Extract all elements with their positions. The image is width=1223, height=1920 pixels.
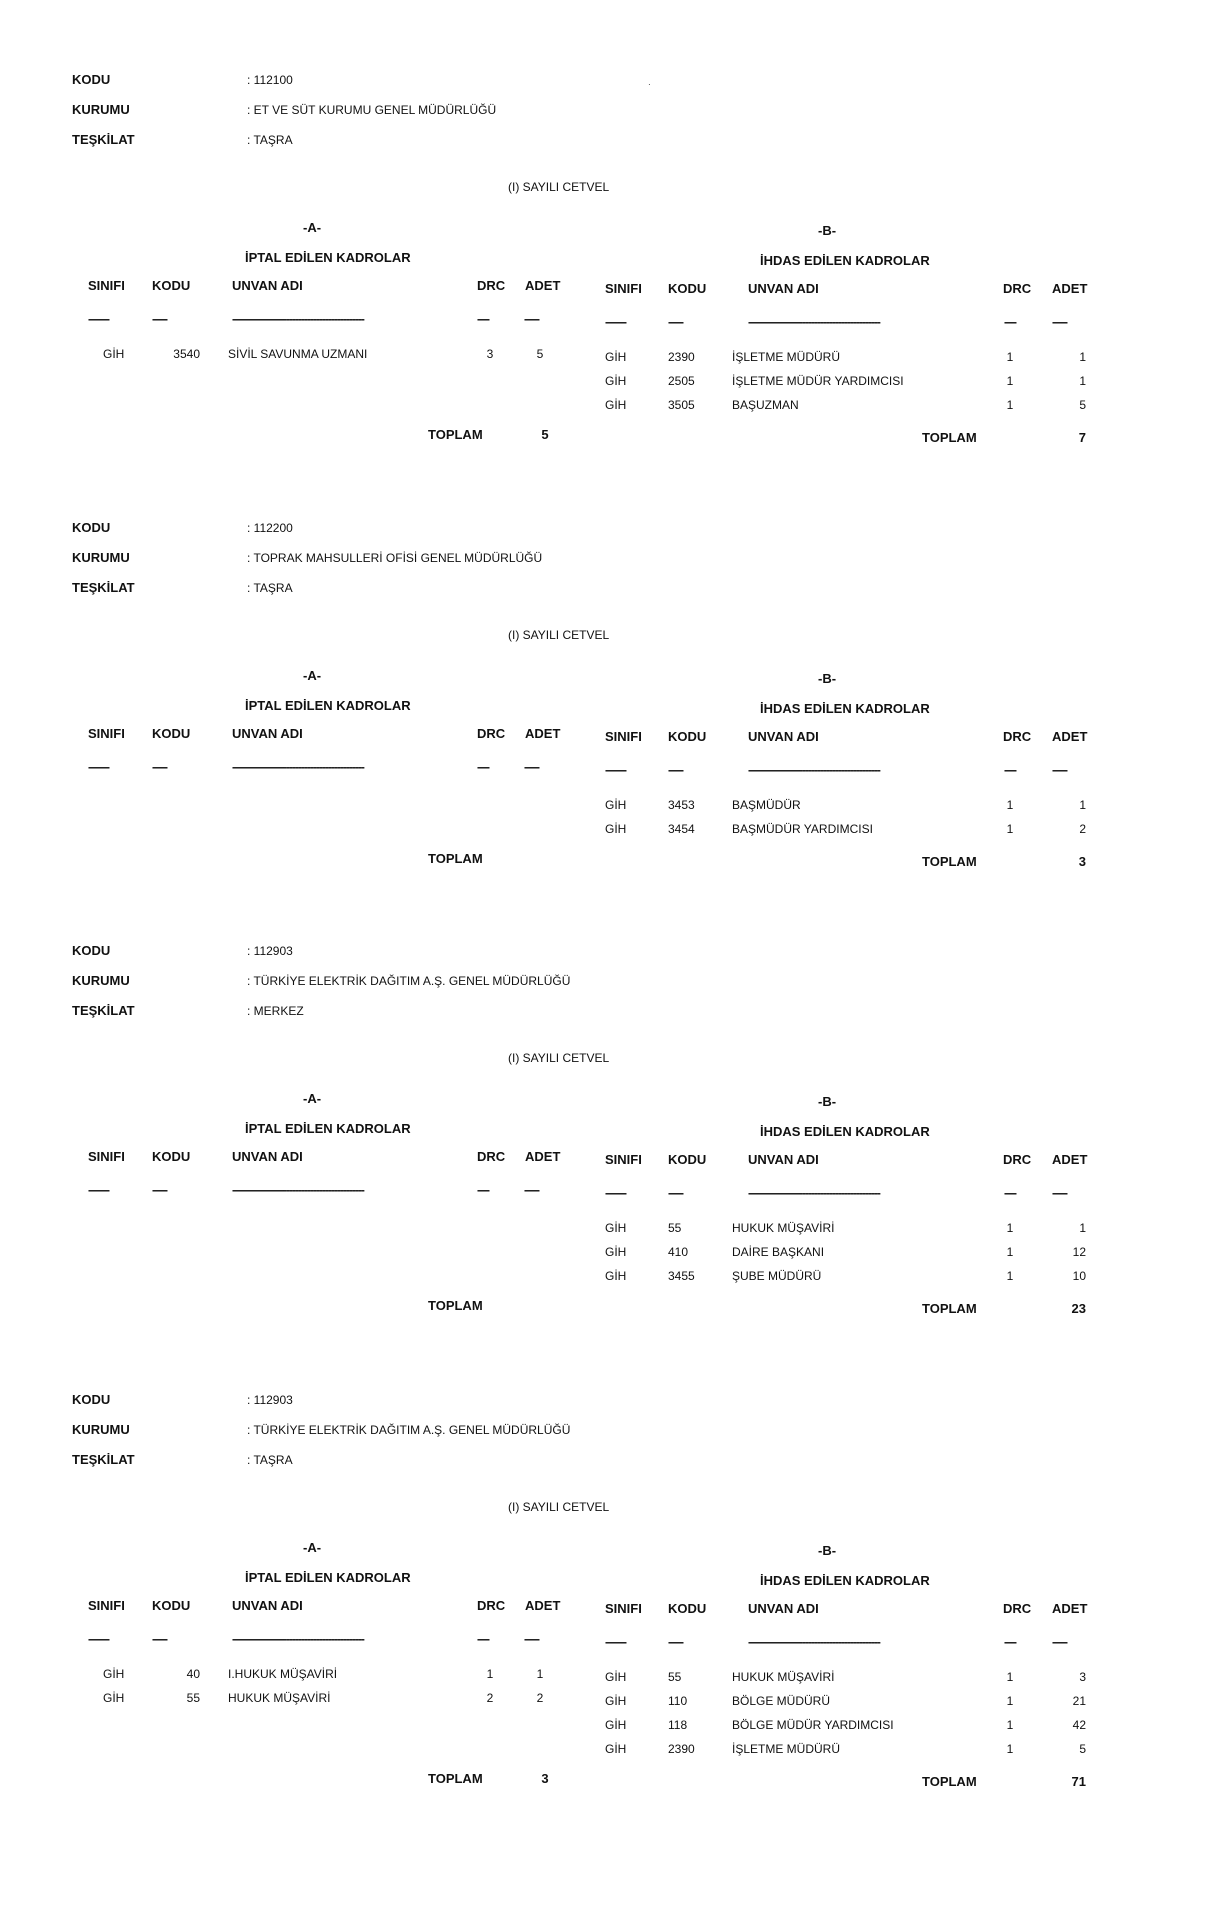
ihdas-row-kodu: 2390 bbox=[668, 1742, 695, 1756]
ihdas-row-drc: 1 bbox=[1006, 1245, 1014, 1259]
iptal-row-adet: 2 bbox=[536, 1691, 544, 1705]
cetvel-title: (I) SAYILI CETVEL bbox=[508, 1500, 610, 1514]
iptal-row-drc: 3 bbox=[486, 347, 494, 361]
kurumu-label: KURUMU bbox=[72, 973, 130, 988]
ihdas-row-kodu: 3455 bbox=[668, 1269, 695, 1283]
ihdas-row-kodu: 55 bbox=[668, 1670, 682, 1684]
dash-b-adet: ----- bbox=[1052, 315, 1067, 329]
col-a-adet: ADET bbox=[525, 726, 561, 741]
col-b-adet: ADET bbox=[1052, 1152, 1088, 1167]
ihdas-row-sinifi: GİH bbox=[605, 1670, 627, 1684]
ihdas-row-drc: 1 bbox=[1006, 822, 1014, 836]
col-a-unvan: UNVAN ADI bbox=[232, 1598, 303, 1613]
ihdas-row-unvan: İŞLETME MÜDÜRÜ bbox=[732, 350, 841, 364]
ihdas-row-unvan: ŞUBE MÜDÜRÜ bbox=[732, 1269, 822, 1283]
dash-a-adet: ----- bbox=[524, 312, 539, 326]
dash-a-unvan: -------------------------------------------- bbox=[232, 760, 364, 774]
col-b-adet: ADET bbox=[1052, 281, 1088, 296]
ihdas-row-adet: 2 bbox=[1079, 822, 1086, 836]
ihdas-row-drc: 1 bbox=[1006, 1694, 1014, 1708]
ihdas-row-adet: 1 bbox=[1079, 798, 1086, 812]
ihdas-row-unvan: HUKUK MÜŞAVİRİ bbox=[732, 1221, 835, 1235]
ihdas-row-adet: 10 bbox=[1072, 1269, 1086, 1283]
ihdas-row-adet: 1 bbox=[1079, 1221, 1086, 1235]
kodu-label: KODU bbox=[72, 520, 111, 535]
kurumu-value: : ET VE SÜT KURUMU GENEL MÜDÜRLÜĞÜ bbox=[247, 103, 497, 117]
ihdas-row-kodu: 3505 bbox=[668, 398, 695, 412]
ihdas-toplam-value: 23 bbox=[1071, 1301, 1086, 1316]
kodu-value: : 112903 bbox=[247, 944, 293, 958]
dash-b-unvan: -------------------------------------------- bbox=[748, 763, 880, 777]
iptal-toplam-label: TOPLAM bbox=[428, 1771, 483, 1786]
teskilat-value: : TAŞRA bbox=[247, 581, 293, 595]
ihdas-row-sinifi: GİH bbox=[605, 1694, 627, 1708]
col-b-sinifi: SINIFI bbox=[605, 281, 642, 296]
kurumu-value: : TÜRKİYE ELEKTRİK DAĞITIM A.Ş. GENEL MÜDÜRLÜĞÜ bbox=[247, 974, 571, 988]
dash-a-drc: ---- bbox=[477, 312, 489, 326]
dash-b-sinifi: ------- bbox=[605, 1635, 626, 1649]
col-a-sinifi: SINIFI bbox=[88, 1598, 125, 1613]
ihdas-row-adet: 5 bbox=[1079, 398, 1086, 412]
ihdas-row-sinifi: GİH bbox=[605, 1718, 627, 1732]
col-a-drc: DRC bbox=[477, 726, 506, 741]
col-b-sinifi: SINIFI bbox=[605, 1152, 642, 1167]
side-b-title: İHDAS EDİLEN KADROLAR bbox=[760, 1573, 930, 1588]
ihdas-toplam-value: 71 bbox=[1071, 1774, 1086, 1789]
iptal-row-kodu: 55 bbox=[186, 1691, 200, 1705]
dash-a-adet: ----- bbox=[524, 1632, 539, 1646]
teskilat-label: TEŞKİLAT bbox=[72, 1452, 135, 1467]
col-b-unvan: UNVAN ADI bbox=[748, 1152, 819, 1167]
dash-b-unvan: -------------------------------------------- bbox=[748, 1635, 880, 1649]
dash-a-unvan: -------------------------------------------- bbox=[232, 312, 364, 326]
col-b-drc: DRC bbox=[1003, 729, 1032, 744]
iptal-row-adet: 5 bbox=[536, 347, 544, 361]
dash-b-drc: ---- bbox=[1004, 763, 1016, 777]
dash-a-unvan: -------------------------------------------- bbox=[232, 1183, 364, 1197]
dash-a-kodu: ----- bbox=[152, 1632, 167, 1646]
ihdas-row-sinifi: GİH bbox=[605, 798, 627, 812]
ihdas-row-sinifi: GİH bbox=[605, 1245, 627, 1259]
dash-b-kodu: ----- bbox=[668, 1635, 683, 1649]
side-b-letter: -B- bbox=[818, 1543, 837, 1558]
side-a-letter: -A- bbox=[303, 668, 322, 683]
col-b-drc: DRC bbox=[1003, 281, 1032, 296]
ihdas-row-unvan: BAŞMÜDÜR bbox=[732, 798, 801, 812]
kurumu-value: : TÜRKİYE ELEKTRİK DAĞITIM A.Ş. GENEL MÜDÜRLÜĞÜ bbox=[247, 1423, 571, 1437]
ihdas-row-unvan: BÖLGE MÜDÜR YARDIMCISI bbox=[732, 1718, 894, 1732]
cetvel-title: (I) SAYILI CETVEL bbox=[508, 180, 610, 194]
col-a-sinifi: SINIFI bbox=[88, 1149, 125, 1164]
col-b-sinifi: SINIFI bbox=[605, 729, 642, 744]
dash-b-sinifi: ------- bbox=[605, 1186, 626, 1200]
side-b-letter: -B- bbox=[818, 671, 837, 686]
dash-b-drc: ---- bbox=[1004, 1186, 1016, 1200]
ihdas-row-adet: 42 bbox=[1072, 1718, 1086, 1732]
ihdas-row-adet: 3 bbox=[1079, 1670, 1086, 1684]
dash-b-drc: ---- bbox=[1004, 1635, 1016, 1649]
iptal-row-unvan: I.HUKUK MÜŞAVİRİ bbox=[228, 1667, 338, 1681]
ihdas-row-kodu: 2390 bbox=[668, 350, 695, 364]
iptal-row-kodu: 3540 bbox=[173, 347, 200, 361]
col-b-drc: DRC bbox=[1003, 1152, 1032, 1167]
ihdas-row-unvan: BAŞUZMAN bbox=[732, 398, 799, 412]
col-b-kodu: KODU bbox=[668, 729, 707, 744]
ihdas-row-kodu: 410 bbox=[668, 1245, 689, 1259]
ihdas-row-sinifi: GİH bbox=[605, 822, 627, 836]
side-a-letter: -A- bbox=[303, 1091, 322, 1106]
col-a-kodu: KODU bbox=[152, 726, 191, 741]
kodu-value: : 112200 bbox=[247, 521, 293, 535]
side-b-title: İHDAS EDİLEN KADROLAR bbox=[760, 253, 930, 268]
ihdas-row-unvan: BAŞMÜDÜR YARDIMCISI bbox=[732, 822, 873, 836]
dash-a-kodu: ----- bbox=[152, 1183, 167, 1197]
dash-b-sinifi: ------- bbox=[605, 763, 626, 777]
cetvel-title: (I) SAYILI CETVEL bbox=[508, 1051, 610, 1065]
dash-a-kodu: ----- bbox=[152, 760, 167, 774]
iptal-toplam-label: TOPLAM bbox=[428, 851, 483, 866]
ihdas-row-drc: 1 bbox=[1006, 1269, 1014, 1283]
col-b-kodu: KODU bbox=[668, 1152, 707, 1167]
col-a-kodu: KODU bbox=[152, 1598, 191, 1613]
col-b-kodu: KODU bbox=[668, 1601, 707, 1616]
ihdas-row-unvan: BÖLGE MÜDÜRÜ bbox=[732, 1694, 831, 1708]
iptal-toplam-value: 5 bbox=[541, 427, 549, 442]
ihdas-row-adet: 1 bbox=[1079, 350, 1086, 364]
ihdas-row-unvan: DAİRE BAŞKANI bbox=[732, 1245, 825, 1259]
ihdas-row-drc: 1 bbox=[1006, 350, 1014, 364]
ihdas-row-kodu: 2505 bbox=[668, 374, 695, 388]
teskilat-label: TEŞKİLAT bbox=[72, 1003, 135, 1018]
stray-mark: · bbox=[648, 80, 651, 89]
ihdas-row-drc: 1 bbox=[1006, 1221, 1014, 1235]
col-a-unvan: UNVAN ADI bbox=[232, 726, 303, 741]
ihdas-row-drc: 1 bbox=[1006, 798, 1014, 812]
ihdas-row-sinifi: GİH bbox=[605, 374, 627, 388]
iptal-toplam-value: 3 bbox=[541, 1771, 549, 1786]
teskilat-label: TEŞKİLAT bbox=[72, 580, 135, 595]
col-a-sinifi: SINIFI bbox=[88, 278, 125, 293]
ihdas-toplam-label: TOPLAM bbox=[922, 1301, 977, 1316]
dash-a-kodu: ----- bbox=[152, 312, 167, 326]
dash-b-kodu: ----- bbox=[668, 1186, 683, 1200]
kodu-label: KODU bbox=[72, 943, 111, 958]
kurumu-label: KURUMU bbox=[72, 1422, 130, 1437]
ihdas-toplam-label: TOPLAM bbox=[922, 854, 977, 869]
iptal-row-unvan: HUKUK MÜŞAVİRİ bbox=[228, 1691, 331, 1705]
col-a-adet: ADET bbox=[525, 278, 561, 293]
iptal-row-sinifi: GİH bbox=[103, 347, 125, 361]
dash-a-sinifi: ------- bbox=[88, 1632, 109, 1646]
ihdas-row-sinifi: GİH bbox=[605, 1742, 627, 1756]
dash-a-drc: ---- bbox=[477, 1183, 489, 1197]
teskilat-value: : MERKEZ bbox=[247, 1004, 304, 1018]
dash-a-drc: ---- bbox=[477, 1632, 489, 1646]
dash-b-adet: ----- bbox=[1052, 1186, 1067, 1200]
iptal-row-adet: 1 bbox=[536, 1667, 544, 1681]
ihdas-row-sinifi: GİH bbox=[605, 398, 627, 412]
ihdas-row-adet: 12 bbox=[1072, 1245, 1086, 1259]
ihdas-row-adet: 21 bbox=[1072, 1694, 1086, 1708]
dash-a-adet: ----- bbox=[524, 760, 539, 774]
col-b-adet: ADET bbox=[1052, 729, 1088, 744]
col-b-drc: DRC bbox=[1003, 1601, 1032, 1616]
ihdas-toplam-label: TOPLAM bbox=[922, 1774, 977, 1789]
ihdas-row-adet: 5 bbox=[1079, 1742, 1086, 1756]
iptal-row-sinifi: GİH bbox=[103, 1667, 125, 1681]
ihdas-row-kodu: 118 bbox=[668, 1718, 688, 1732]
dash-a-sinifi: ------- bbox=[88, 312, 109, 326]
col-b-adet: ADET bbox=[1052, 1601, 1088, 1616]
kodu-label: KODU bbox=[72, 1392, 111, 1407]
ihdas-row-drc: 1 bbox=[1006, 1718, 1014, 1732]
col-a-unvan: UNVAN ADI bbox=[232, 1149, 303, 1164]
col-a-sinifi: SINIFI bbox=[88, 726, 125, 741]
dash-b-kodu: ----- bbox=[668, 763, 683, 777]
dash-a-drc: ---- bbox=[477, 760, 489, 774]
ihdas-row-unvan: HUKUK MÜŞAVİRİ bbox=[732, 1670, 835, 1684]
dash-a-sinifi: ------- bbox=[88, 760, 109, 774]
iptal-row-unvan: SİVİL SAVUNMA UZMANI bbox=[228, 347, 368, 361]
ihdas-toplam-value: 7 bbox=[1078, 430, 1086, 445]
ihdas-row-drc: 1 bbox=[1006, 1742, 1014, 1756]
ihdas-row-unvan: İŞLETME MÜDÜR YARDIMCISI bbox=[732, 374, 904, 388]
teskilat-value: : TAŞRA bbox=[247, 133, 293, 147]
side-a-title: İPTAL EDİLEN KADROLAR bbox=[245, 250, 411, 265]
side-b-letter: -B- bbox=[818, 223, 837, 238]
kodu-value: : 112903 bbox=[247, 1393, 293, 1407]
col-a-drc: DRC bbox=[477, 278, 506, 293]
col-b-sinifi: SINIFI bbox=[605, 1601, 642, 1616]
col-b-unvan: UNVAN ADI bbox=[748, 729, 819, 744]
col-a-adet: ADET bbox=[525, 1598, 561, 1613]
ihdas-row-kodu: 3454 bbox=[668, 822, 695, 836]
side-a-title: İPTAL EDİLEN KADROLAR bbox=[245, 698, 411, 713]
side-a-letter: -A- bbox=[303, 220, 322, 235]
ihdas-row-sinifi: GİH bbox=[605, 1221, 627, 1235]
ihdas-row-kodu: 55 bbox=[668, 1221, 682, 1235]
dash-b-unvan: -------------------------------------------- bbox=[748, 315, 880, 329]
dash-a-adet: ----- bbox=[524, 1183, 539, 1197]
ihdas-row-drc: 1 bbox=[1006, 1670, 1014, 1684]
col-a-drc: DRC bbox=[477, 1149, 506, 1164]
col-b-kodu: KODU bbox=[668, 281, 707, 296]
kurumu-value: : TOPRAK MAHSULLERİ OFİSİ GENEL MÜDÜRLÜĞÜ bbox=[247, 551, 543, 565]
dash-b-unvan: -------------------------------------------- bbox=[748, 1186, 880, 1200]
cetvel-title: (I) SAYILI CETVEL bbox=[508, 628, 610, 642]
kurumu-label: KURUMU bbox=[72, 102, 130, 117]
side-a-title: İPTAL EDİLEN KADROLAR bbox=[245, 1570, 411, 1585]
iptal-toplam-label: TOPLAM bbox=[428, 1298, 483, 1313]
ihdas-row-sinifi: GİH bbox=[605, 350, 627, 364]
col-a-unvan: UNVAN ADI bbox=[232, 278, 303, 293]
ihdas-row-kodu: 3453 bbox=[668, 798, 695, 812]
dash-b-sinifi: ------- bbox=[605, 315, 626, 329]
col-a-kodu: KODU bbox=[152, 1149, 191, 1164]
kodu-label: KODU bbox=[72, 72, 111, 87]
ihdas-row-drc: 1 bbox=[1006, 398, 1014, 412]
dash-b-adet: ----- bbox=[1052, 763, 1067, 777]
dash-b-kodu: ----- bbox=[668, 315, 683, 329]
col-a-drc: DRC bbox=[477, 1598, 506, 1613]
kurumu-label: KURUMU bbox=[72, 550, 130, 565]
iptal-row-drc: 2 bbox=[486, 1691, 494, 1705]
side-b-title: İHDAS EDİLEN KADROLAR bbox=[760, 1124, 930, 1139]
ihdas-toplam-label: TOPLAM bbox=[922, 430, 977, 445]
ihdas-row-adet: 1 bbox=[1079, 374, 1086, 388]
ihdas-toplam-value: 3 bbox=[1078, 854, 1086, 869]
col-a-kodu: KODU bbox=[152, 278, 191, 293]
ihdas-row-kodu: 110 bbox=[668, 1694, 688, 1708]
iptal-row-drc: 1 bbox=[486, 1667, 494, 1681]
iptal-row-kodu: 40 bbox=[186, 1667, 200, 1681]
iptal-toplam-label: TOPLAM bbox=[428, 427, 483, 442]
dash-a-unvan: -------------------------------------------- bbox=[232, 1632, 364, 1646]
teskilat-label: TEŞKİLAT bbox=[72, 132, 135, 147]
kodu-value: : 112100 bbox=[247, 73, 293, 87]
ihdas-row-drc: 1 bbox=[1006, 374, 1014, 388]
col-b-unvan: UNVAN ADI bbox=[748, 281, 819, 296]
col-b-unvan: UNVAN ADI bbox=[748, 1601, 819, 1616]
side-a-title: İPTAL EDİLEN KADROLAR bbox=[245, 1121, 411, 1136]
dash-b-adet: ----- bbox=[1052, 1635, 1067, 1649]
col-a-adet: ADET bbox=[525, 1149, 561, 1164]
side-a-letter: -A- bbox=[303, 1540, 322, 1555]
iptal-row-sinifi: GİH bbox=[103, 1691, 125, 1705]
dash-b-drc: ---- bbox=[1004, 315, 1016, 329]
side-b-title: İHDAS EDİLEN KADROLAR bbox=[760, 701, 930, 716]
ihdas-row-unvan: İŞLETME MÜDÜRÜ bbox=[732, 1742, 841, 1756]
ihdas-row-sinifi: GİH bbox=[605, 1269, 627, 1283]
dash-a-sinifi: ------- bbox=[88, 1183, 109, 1197]
side-b-letter: -B- bbox=[818, 1094, 837, 1109]
teskilat-value: : TAŞRA bbox=[247, 1453, 293, 1467]
